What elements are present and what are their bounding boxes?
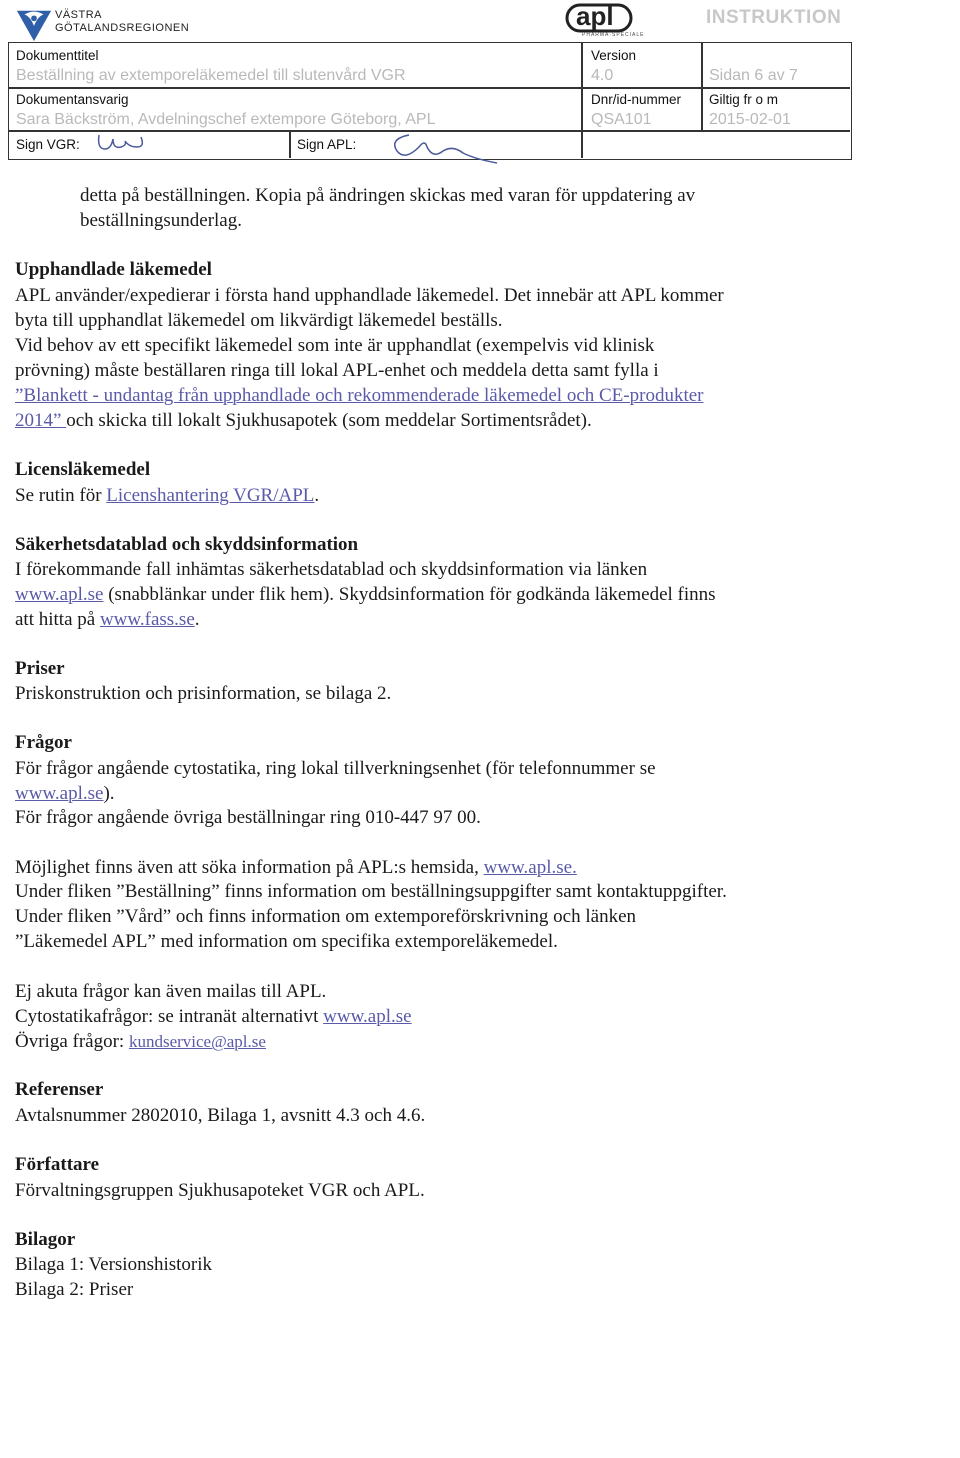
- metadata-table: [8, 42, 852, 160]
- apl-link[interactable]: www.apl.se.: [483, 857, 577, 878]
- version-label: Version: [591, 48, 637, 63]
- upphandlade-line-6-text: och skicka till lokalt Sjukhusapotek (som meddelar Sortimentsrådet).: [66, 410, 592, 431]
- licens-period: .: [314, 485, 320, 506]
- page-number: Sidan 6 av 7: [709, 67, 798, 84]
- continuation-line-2: beställningsunderlag.: [80, 210, 242, 231]
- apl-link[interactable]: www.apl.se: [15, 584, 104, 605]
- heading-licens: Licensläkemedel: [15, 459, 151, 480]
- referenser-line-1: Avtalsnummer 2802010, Bilaga 1, avsnitt 4.3 och 4.6.: [15, 1105, 426, 1126]
- title-value: Beställning av extemporeläkemedel till slutenvård VGR: [16, 67, 406, 84]
- fragor-line-9-text: Cytostatikafrågor: se intranät alternativt: [15, 1006, 324, 1027]
- heading-forfattare: Författare: [15, 1154, 100, 1175]
- fragor-line-4: [15, 856, 577, 881]
- email-link[interactable]: kundservice@apl.se: [128, 1032, 266, 1051]
- upphandlade-line-4: prövning) måste beställaren ringa till lokal APL-enhet och meddela detta samt fylla i: [15, 360, 659, 381]
- heading-sakerhet: Säkerhetsdatablad och skyddsinformation: [15, 534, 359, 555]
- heading-bilagor: Bilagor: [15, 1229, 76, 1250]
- sakerhet-line-2: [15, 583, 716, 608]
- apl-link[interactable]: www.apl.se: [15, 783, 104, 804]
- fragor-line-10-text: Övriga frågor:: [15, 1031, 129, 1052]
- upphandlade-line-6: [15, 409, 592, 434]
- heading-referenser: Referenser: [15, 1079, 104, 1100]
- document-type: INSTRUKTION: [706, 7, 842, 28]
- heading-priser: Priser: [15, 658, 65, 679]
- signature-apl-icon: [379, 125, 519, 165]
- sakerhet-line-2-text: (snabblänkar under flik hem). Skyddsinformation för godkända läkemedel finns: [103, 584, 716, 605]
- org-name: [55, 9, 189, 35]
- licens-line-1: [15, 484, 319, 509]
- valid-from-label: Giltig fr o m: [709, 92, 779, 107]
- fragor-line-5: Under fliken ”Beställning” finns information om beställningsuppgifter samt kontaktuppgifter.: [15, 881, 727, 902]
- owner-value: Sara Bäckström, Avdelningschef extempore Göteborg, APL: [16, 111, 436, 128]
- blankett-link[interactable]: ”Blankett - undantag från upphandlade och rekommenderade läkemedel och CE-produkter: [15, 385, 704, 406]
- upphandlade-line-1: APL använder/expedierar i första hand upphandlade läkemedel. Det innebär att APL kommer: [15, 285, 724, 306]
- divider: [581, 43, 583, 158]
- divider: [289, 130, 291, 158]
- blankett-link-cont[interactable]: 2014”: [15, 410, 67, 431]
- org-name-line1: VÄSTRA: [55, 9, 103, 21]
- divider: [701, 43, 703, 130]
- apl-logo-icon: [564, 1, 645, 47]
- sign-vgr-label: Sign VGR:: [16, 137, 80, 152]
- priser-line-1: Priskonstruktion och prisinformation, se bilaga 2.: [15, 683, 392, 704]
- apl-logo-text: apl: [576, 1, 614, 31]
- signature-vgr-icon: [91, 131, 171, 157]
- sakerhet-period: .: [194, 609, 200, 630]
- fragor-line-2-text: ).: [103, 783, 115, 804]
- licenshantering-link[interactable]: Licenshantering VGR/APL: [106, 485, 315, 506]
- document-header: [0, 0, 960, 165]
- owner-label: Dokumentansvarig: [16, 92, 129, 107]
- bilagor-line-2: Bilaga 2: Priser: [15, 1279, 134, 1300]
- id-value: QSA101: [591, 111, 652, 128]
- org-name-line2: GÖTALANDSREGIONEN: [55, 22, 190, 34]
- bilagor-line-1: Bilaga 1: Versionshistorik: [15, 1254, 213, 1275]
- fragor-line-6: Under fliken ”Vård” och finns information om extemporeförskrivning och länken: [15, 906, 637, 927]
- fragor-line-2: [15, 782, 115, 807]
- vgr-logo-icon: [14, 5, 54, 43]
- fass-link[interactable]: www.fass.se: [99, 609, 195, 630]
- version-value: 4.0: [591, 67, 614, 84]
- divider: [9, 87, 850, 89]
- fragor-line-1: För frågor angående cytostatika, ring lokal tillverkningsenhet (för telefonnummer se: [15, 758, 656, 779]
- id-label: Dnr/id-nummer: [591, 92, 682, 107]
- upphandlade-line-5: [15, 384, 703, 409]
- fragor-line-4-text: Möjlighet finns även att söka information på APL:s hemsida,: [15, 857, 484, 878]
- fragor-line-7: ”Läkemedel APL” med information om specifika extemporeläkemedel.: [15, 931, 558, 952]
- sakerhet-line-3: [15, 608, 200, 633]
- fragor-line-10: [15, 1030, 266, 1055]
- heading-upphandlade: Upphandlade läkemedel: [15, 259, 212, 280]
- title-label: Dokumenttitel: [16, 48, 99, 63]
- forfattare-line-1: Förvaltningsgruppen Sjukhusapoteket VGR och APL.: [15, 1180, 425, 1201]
- apl-link[interactable]: www.apl.se: [323, 1006, 412, 1027]
- sakerhet-line-3-text: att hitta på: [15, 609, 100, 630]
- heading-fragor: Frågor: [15, 732, 72, 753]
- valid-from-value: 2015-02-01: [709, 111, 791, 128]
- upphandlade-line-3: Vid behov av ett specifikt läkemedel som inte är upphandlat (exempelvis vid klinisk: [15, 335, 655, 356]
- fragor-line-3: För frågor angående övriga beställningar ring 010-447 97 00.: [15, 807, 481, 828]
- licens-text: Se rutin för: [15, 485, 107, 506]
- fragor-line-8: Ej akuta frågor kan även mailas till APL.: [15, 981, 327, 1002]
- continuation-line-1: detta på beställningen. Kopia på ändringen skickas med varan för uppdatering av: [80, 185, 696, 206]
- upphandlade-line-2: byta till upphandlat läkemedel om likvärdigt läkemedel beställs.: [15, 310, 503, 331]
- sign-apl-label: Sign APL:: [297, 137, 357, 152]
- apl-tagline: PHARMA·SPECIALE: [582, 32, 645, 38]
- fragor-line-9: [15, 1005, 412, 1030]
- sakerhet-line-1: I förekommande fall inhämtas säkerhetsdatablad och skyddsinformation via länken: [15, 559, 648, 580]
